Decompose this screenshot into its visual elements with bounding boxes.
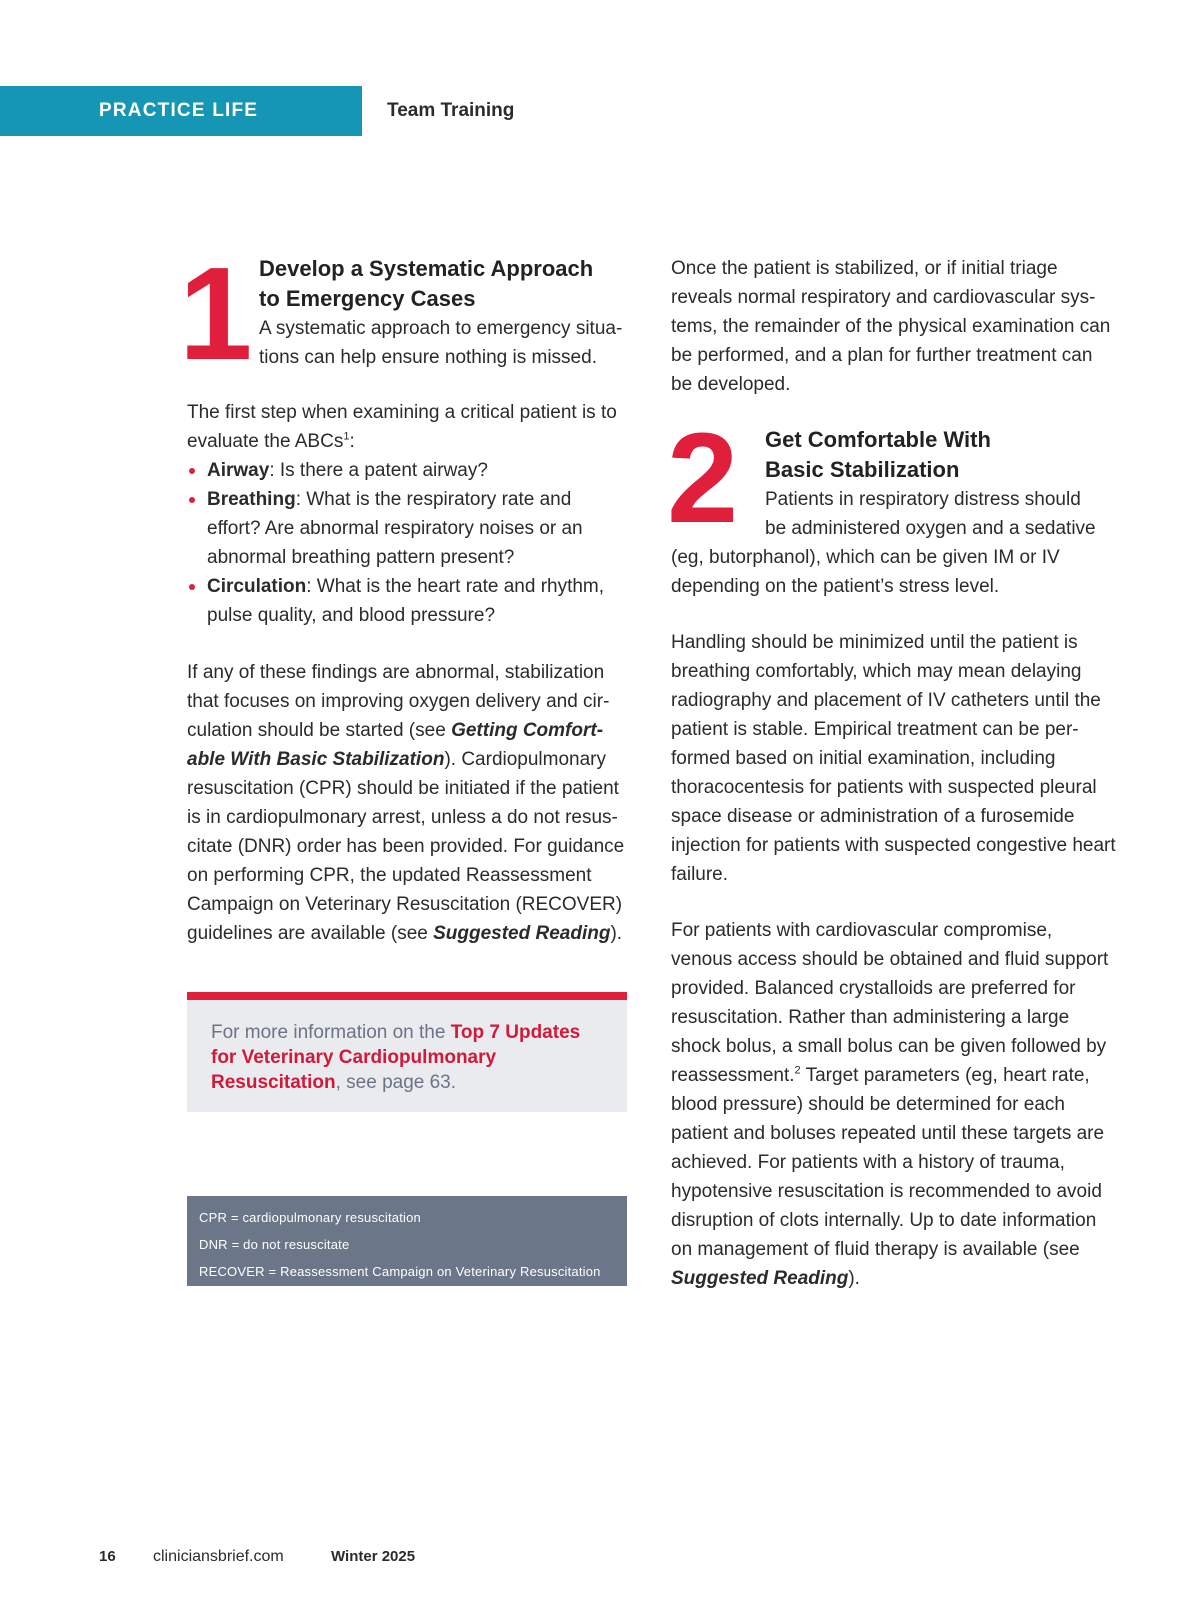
para-text: ). Cardiopulmonary resuscitation (CPR) should be initiated if the patient is in cardiopulmonary arrest, unless a do not resus-citate (DNR) order has been provided. For guidance on performing CPR, the updated Reassessment Campaign on Veterinary Resuscitation (RECOVER) guidelines are available (see (187, 749, 625, 944)
callout-article-link[interactable]: Top 7 Updates for Veterinary Cardiopulmonary Resuscitation (211, 1022, 581, 1093)
issue-label: Winter 2025 (331, 1548, 416, 1565)
step-2-title-line-1: Get Comfortable With (765, 427, 991, 452)
step-1-title-line-2: to Emergency Cases (259, 286, 476, 311)
circulation-term: Circulation (207, 576, 307, 597)
step-2-lead-continued: (eg, butorphanol), which can be given IM or IV depending on the patient’s stress level. (671, 547, 1060, 597)
fluid-support-paragraph (671, 916, 1116, 1293)
list-item-breathing (187, 485, 627, 572)
step-2-title-line-2: Basic Stabilization (765, 457, 960, 482)
list-item-airway (187, 456, 627, 485)
list-item-circulation (187, 572, 627, 630)
step-1-lead-line-1: A systematic approach to emergency situa- (259, 318, 623, 339)
left-column (179, 240, 627, 948)
related-article-callout (187, 992, 627, 1112)
right-column (667, 254, 1116, 1293)
breathing-term: Breathing (207, 489, 296, 510)
step-2-number: 2 (667, 407, 739, 550)
citation-2: 2 (794, 1064, 801, 1077)
handling-paragraph: Handling should be minimized until the patient is breathing comfortably, which may mean delaying radiography and placement of IV catheters until the patient is stable. Empirical treatment can be per-formed based on initial examination, including thoracocentesis for patients with suspected pleural space disease or administration of a furosemide injection for patients with suspected congestive heart failure. (671, 632, 1116, 885)
cross-reference-link[interactable]: Getting Comfort-able With Basic Stabilization (187, 720, 604, 770)
callout-suffix: , see page 63. (335, 1072, 457, 1093)
page-number: 16 (99, 1548, 116, 1565)
site-url[interactable]: cliniciansbrief.com (153, 1548, 284, 1565)
stabilization-paragraph (187, 658, 627, 948)
para-text: Target parameters (eg, heart rate, blood pressure) should be determined for each patient and boluses repeated until these targets are achieved. For patients with a history of trauma, hypotensive resuscitation is recommended to avoid disruption of clots internally. Up to date information on management of fluid therapy is available (see (671, 1065, 1105, 1260)
abbreviation-item: RECOVER = Reassessment Campaign on Veterinary Resuscitation (199, 1264, 601, 1279)
abc-intro-colon: : (349, 431, 355, 452)
abc-intro (187, 398, 627, 456)
bullet-icon (189, 584, 195, 590)
section-label: PRACTICE LIFE (99, 100, 259, 121)
subsection-label: Team Training (387, 100, 515, 121)
abbreviation-item: CPR = cardiopulmonary resuscitation (199, 1210, 421, 1225)
abbreviation-item: DNR = do not resuscitate (199, 1237, 350, 1252)
step-1-lead-line-2: tions can help ensure nothing is missed. (259, 347, 597, 368)
para-text: ). (848, 1268, 860, 1289)
para-text: For patients with cardiovascular compromise, venous access should be obtained and fluid support provided. Balanced crystalloids are preferred for resuscitation. Rather than administering a large shock bolus, a small bolus can be given followed by reassessment. (671, 920, 1109, 1086)
airway-text: : Is there a patent airway? (269, 460, 488, 481)
step-1-number: 1 (179, 240, 249, 387)
step-1-title-line-1: Develop a Systematic Approach (259, 256, 594, 281)
citation-1: 1 (343, 430, 350, 443)
abc-intro-text: The first step when examining a critical patient is to evaluate the ABCs (187, 402, 617, 452)
suggested-reading-link[interactable]: Suggested Reading (433, 923, 611, 944)
callout-prefix: For more information on the (211, 1022, 451, 1043)
para-text: ). (610, 923, 623, 944)
step-2-lead-line-1: Patients in respiratory distress should (765, 489, 1081, 510)
triage-paragraph: Once the patient is stabilized, or if initial triage reveals normal respiratory and cardiovascular sys-tems, the remainder of the physical examination can be performed, and a plan for further treatment can be developed. (671, 258, 1111, 395)
abc-list (187, 456, 627, 630)
circulation-text: : What is the heart rate and rhythm, pulse quality, and blood pressure? (207, 576, 605, 626)
bullet-icon (189, 468, 195, 474)
suggested-reading-link[interactable]: Suggested Reading (671, 1268, 849, 1289)
bullet-icon (189, 497, 195, 503)
section-band (0, 86, 362, 136)
step-2-lead-line-2: be administered oxygen and a sedative (765, 518, 1096, 539)
para-text: If any of these findings are abnormal, stabilization that focuses on improving oxygen delivery and cir-culation should be started (see (187, 662, 610, 741)
step-2-heading (667, 407, 1116, 550)
airway-term: Airway (207, 460, 270, 481)
breathing-text: : What is the respiratory rate and effort? Are abnormal respiratory noises or an abnormal breathing pattern present? (207, 489, 583, 568)
abbreviations-box (187, 1196, 627, 1286)
step-1-heading (179, 240, 627, 387)
